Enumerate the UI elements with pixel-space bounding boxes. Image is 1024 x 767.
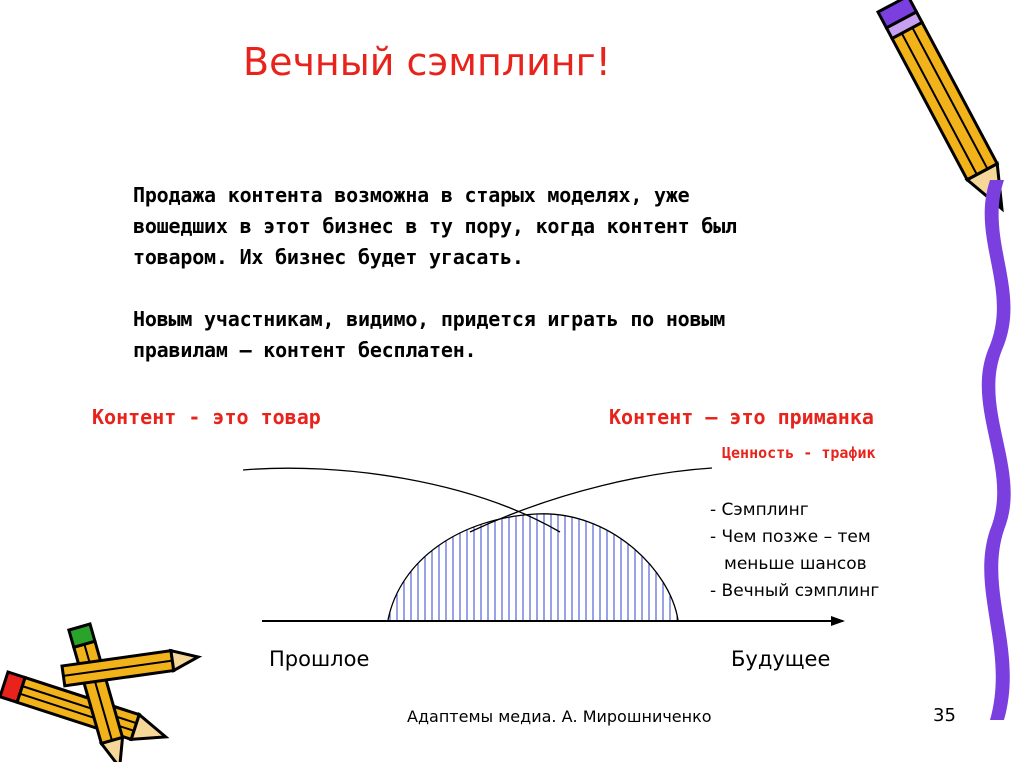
- paragraph-2-line: Новым участникам, видимо, придется играть по новым: [133, 307, 726, 331]
- declining-curve: [243, 468, 560, 532]
- slide-title: Вечный сэмплинг!: [243, 40, 611, 84]
- bullet-item: меньше шансов: [724, 554, 867, 574]
- bullet-list: [710, 497, 879, 605]
- label-value-traffic: Ценность - трафик: [722, 444, 876, 462]
- axis-label-past: Прошлое: [269, 647, 370, 671]
- paragraph-1-line: вошедших в этот бизнес в ту пору, когда контент был: [133, 214, 737, 238]
- footer-author: Адаптемы медиа. А. Мирошниченко: [407, 707, 712, 726]
- ribbon-decoration-icon: [960, 180, 1024, 740]
- bullet-item: - Чем позже – тем: [710, 527, 871, 547]
- label-content-is-bait: Контент – это приманка: [609, 405, 874, 429]
- label-content-is-product: Контент - это товар: [92, 405, 321, 429]
- page-number: 35: [933, 705, 956, 726]
- bullet-item: - Вечный сэмплинг: [710, 581, 880, 601]
- axis-label-future: Будущее: [731, 647, 831, 671]
- paragraph-1-line: товаром. Их бизнес будет угасать.: [133, 245, 524, 269]
- paragraph-1-line: Продажа контента возможна в старых моделях, уже: [133, 183, 690, 207]
- crossed-pencils-clipart-icon: [0, 612, 210, 762]
- bullet-item: - Сэмплинг: [710, 500, 809, 520]
- paragraph-2-line: правилам – контент бесплатен.: [133, 338, 477, 362]
- hatched-area: [390, 505, 677, 621]
